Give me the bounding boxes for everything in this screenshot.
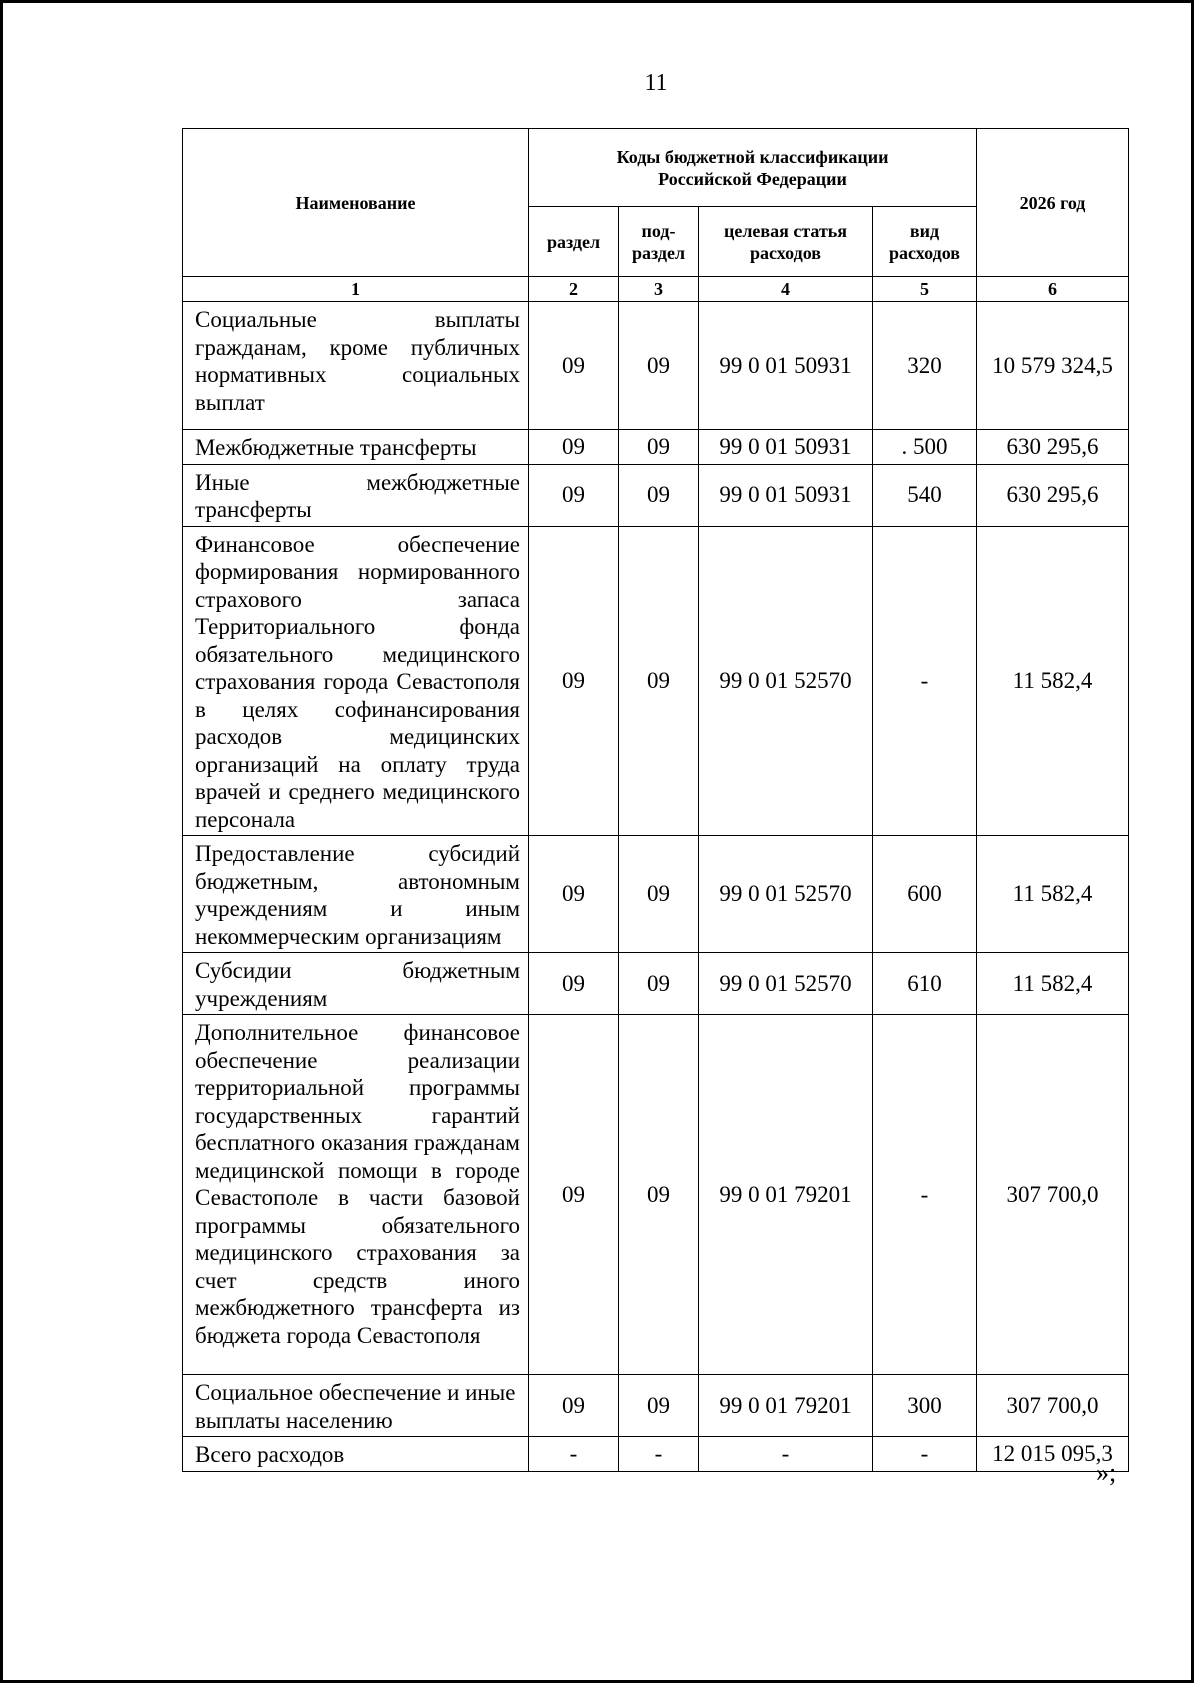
header-codes-group-text: Коды бюджетной классификации Российской Федерации [616,146,889,189]
row-amount: 11 582,4 [977,526,1129,836]
table-row [183,836,1129,953]
row-expense-type: - [873,526,977,836]
row-amount: 307 700,0 [977,1015,1129,1375]
row-section: 09 [529,430,619,465]
row-subsection: 09 [619,836,699,953]
column-number: 4 [699,277,873,302]
table-row [183,1375,1129,1437]
table-row [183,526,1129,836]
header-subsection-text: под-раздел [631,220,686,263]
row-subsection: 09 [619,1015,699,1375]
column-number: 6 [977,277,1129,302]
row-name: Иные межбюджетные трансферты [183,464,529,526]
row-target-article: 99 0 01 79201 [699,1015,873,1375]
row-expense-type: 540 [873,464,977,526]
row-amount: 630 295,6 [977,430,1129,465]
row-name: Финансовое обеспечение формирования нормированного страхового запаса Территориального фонда обязательного медицинского страхования города Севастополя в целях софинансирования расходов медицинских организаций на оплату труда врачей и среднего медицинского персонала [183,526,529,836]
total-row [183,1437,1129,1472]
row-amount: 10 579 324,5 [977,302,1129,430]
row-target-article: 99 0 01 50931 [699,302,873,430]
row-subsection: 09 [619,526,699,836]
budget-table [182,128,1129,1472]
row-name: Предоставление субсидий бюджетным, автономным учреждениям и иным некоммерческим организациям [183,836,529,953]
row-expense-type: 600 [873,836,977,953]
row-target-article: 99 0 01 50931 [699,430,873,465]
row-subsection: 09 [619,430,699,465]
row-subsection: 09 [619,1375,699,1437]
column-number: 5 [873,277,977,302]
table-row [183,953,1129,1015]
header-target-article [699,207,873,277]
header-year: 2026 год [977,129,1129,277]
row-subsection: 09 [619,953,699,1015]
row-expense-type: 300 [873,1375,977,1437]
column-number: 2 [529,277,619,302]
row-section: 09 [529,526,619,836]
total-amount: 12 015 095,3 [977,1437,1129,1472]
row-name: Субсидии бюджетным учреждениям [183,953,529,1015]
table-row [183,1015,1129,1375]
header-section: раздел [529,207,619,277]
row-target-article: 99 0 01 52570 [699,953,873,1015]
row-target-article: 99 0 01 79201 [699,1375,873,1437]
page-number: 11 [644,70,668,96]
header-codes-group [529,129,977,207]
table-row [183,430,1129,465]
row-subsection: 09 [619,464,699,526]
table-row [183,302,1129,430]
row-name: Дополнительное финансовое обеспечение реализации территориальной программы государственных гарантий бесплатного оказания гражданам медицинской помощи в городе Севастополе в части базовой программы обязательного медицинского страхования за счет средств иного межбюджетного трансферта из бюджета города Севастополя [183,1015,529,1375]
row-target-article: 99 0 01 52570 [699,526,873,836]
header-name: Наименование [183,129,529,277]
row-amount: 307 700,0 [977,1375,1129,1437]
row-amount: 630 295,6 [977,464,1129,526]
row-amount: 11 582,4 [977,953,1129,1015]
row-amount: 11 582,4 [977,836,1129,953]
row-target-article: 99 0 01 52570 [699,836,873,953]
total-name: Всего расходов [183,1437,529,1472]
total-target-article: - [699,1437,873,1472]
header-subsection [619,207,699,277]
header-target-article-text: целевая статья расходов [723,220,848,263]
row-subsection: 09 [619,302,699,430]
total-section: - [529,1437,619,1472]
closing-quote-mark: »; [1096,1458,1117,1487]
total-expense-type: - [873,1437,977,1472]
total-subsection: - [619,1437,699,1472]
row-section: 09 [529,464,619,526]
header-expense-type-text: вид расходов [889,220,960,263]
row-name: Межбюджетные трансферты [183,430,529,465]
row-section: 09 [529,1015,619,1375]
row-expense-type: . 500 [873,430,977,465]
row-expense-type: 320 [873,302,977,430]
row-section: 09 [529,302,619,430]
row-section: 09 [529,836,619,953]
row-section: 09 [529,953,619,1015]
row-expense-type: 610 [873,953,977,1015]
table-row [183,464,1129,526]
column-number: 3 [619,277,699,302]
row-expense-type: - [873,1015,977,1375]
row-section: 09 [529,1375,619,1437]
row-name: Социальные выплаты гражданам, кроме публичных нормативных социальных выплат [183,302,529,430]
row-name: Социальное обеспечение и иные выплаты населению [183,1375,529,1437]
row-target-article: 99 0 01 50931 [699,464,873,526]
column-number: 1 [183,277,529,302]
header-expense-type [873,207,977,277]
